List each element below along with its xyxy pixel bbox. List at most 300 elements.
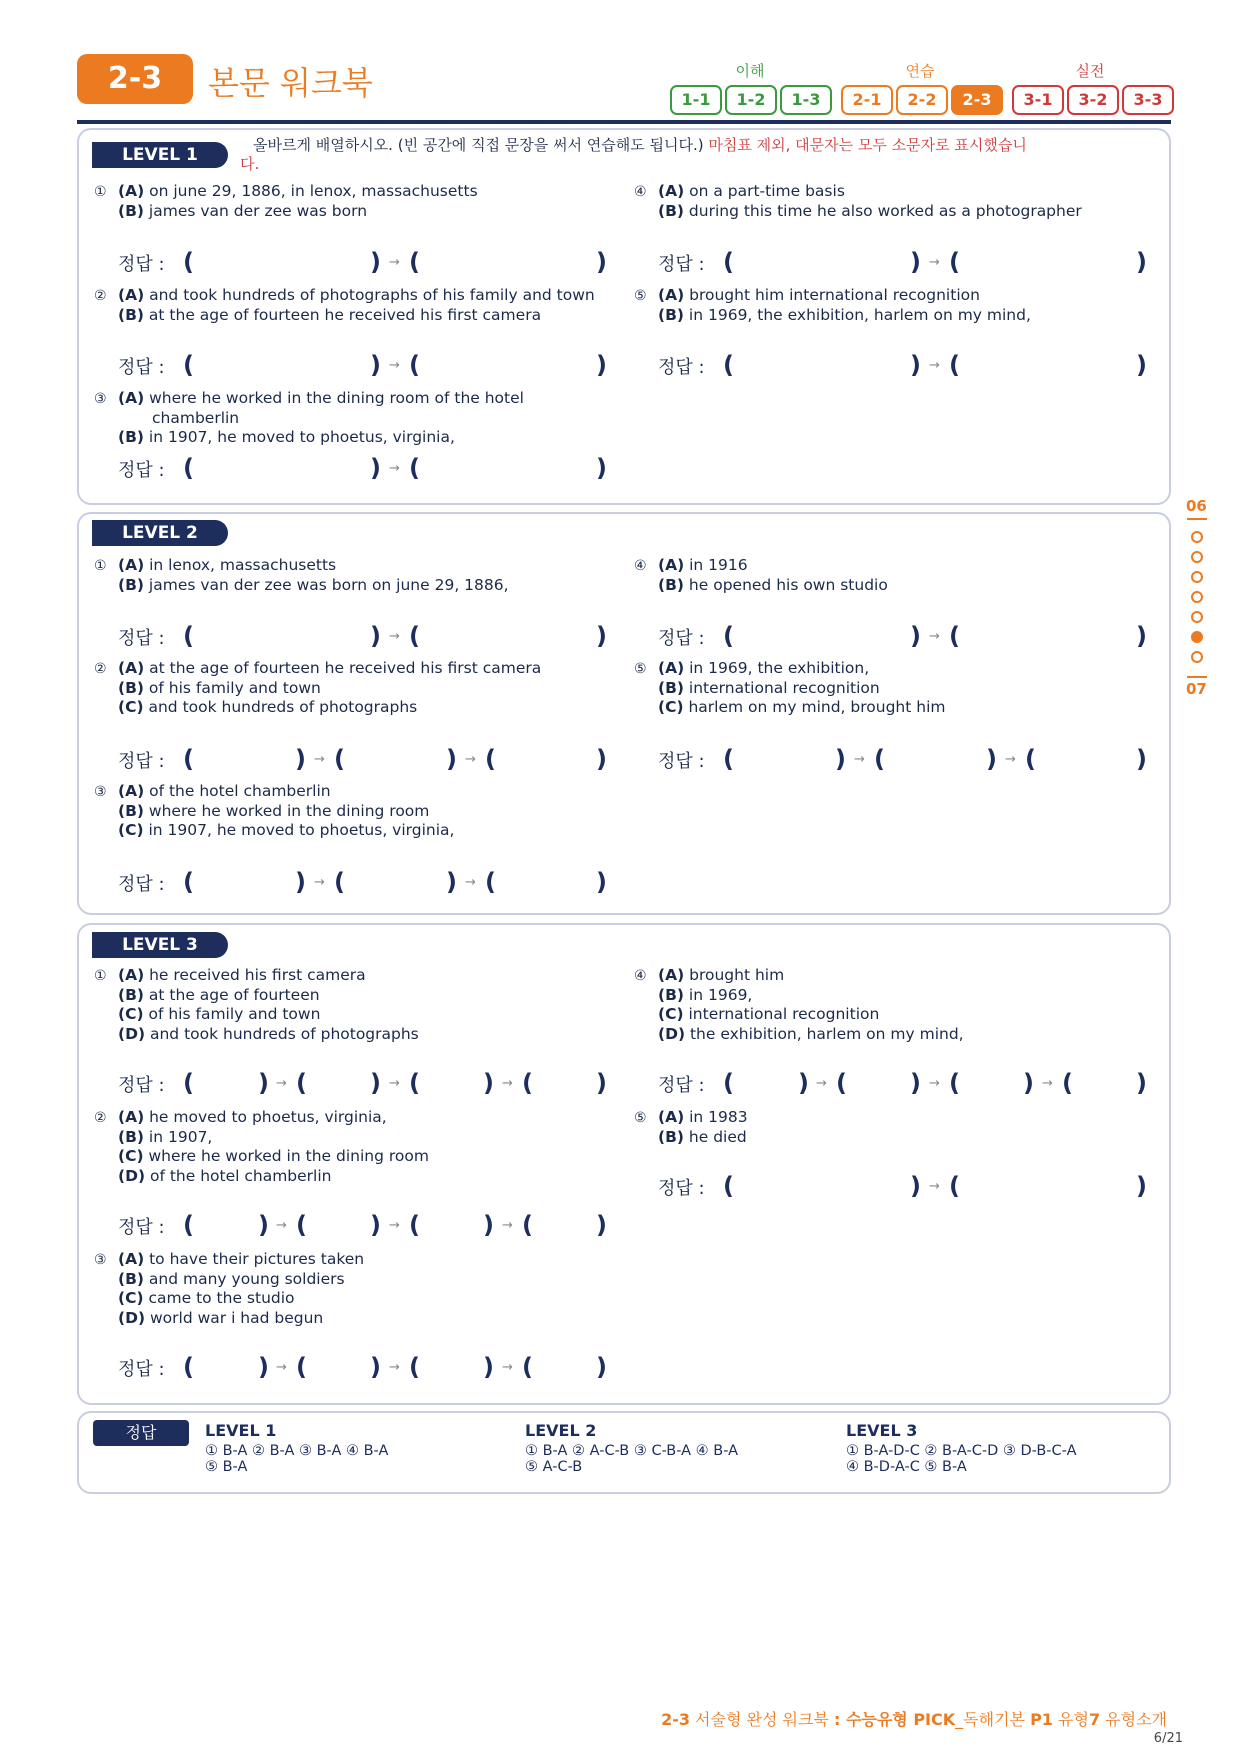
chip-2-3[interactable]: 2-3: [951, 85, 1003, 115]
choice-label: (A): [118, 286, 145, 304]
choice-line: [94, 1005, 419, 1025]
question-number: ②: [94, 288, 107, 304]
chip-2-2[interactable]: 2-2: [896, 85, 948, 115]
choice-label: (B): [658, 985, 684, 1004]
level3-question-1: [94, 966, 419, 1044]
choice-line: [94, 986, 419, 1006]
choice-label: (B): [658, 678, 684, 697]
choice-text: and many young soldiers: [148, 1269, 345, 1288]
paren-close: ): [258, 1353, 269, 1381]
level1-instruction: [240, 136, 1160, 174]
choice-label: (B): [118, 201, 144, 220]
choice-line: [94, 556, 509, 576]
question-number: ①: [94, 184, 107, 200]
choice-text: in 1969,: [688, 985, 753, 1004]
question-number: ③: [94, 784, 107, 800]
choice-label: (B): [118, 1127, 144, 1146]
choice-line: [634, 966, 964, 986]
choice-text: to have their pictures taken: [149, 1250, 365, 1268]
level2-tag: LEVEL 2: [92, 520, 228, 546]
paren-close: ): [446, 868, 457, 896]
key-line: ⑤ B-A: [205, 1459, 248, 1475]
choice-text: at the age of fourteen: [148, 985, 320, 1004]
choice-label: (D): [118, 1166, 146, 1185]
paren-open: (: [183, 1069, 194, 1097]
key-line: ① B-A ② B-A ③ B-A ④ B-A: [205, 1443, 389, 1459]
paren-open: (: [409, 622, 420, 650]
choice-line: [94, 286, 595, 306]
level2-question-5: [634, 659, 945, 718]
paren-close: ): [910, 1172, 921, 1200]
choice-line: [94, 659, 541, 679]
arrow: →: [854, 752, 865, 767]
choice-label: (C): [118, 821, 144, 839]
footer-text: _독해기본: [955, 1710, 1031, 1729]
key-level-title: LEVEL 3: [846, 1421, 918, 1440]
choice-label: (A): [658, 286, 685, 304]
answer-row-4[interactable]: [118, 1211, 608, 1241]
question-number: ④: [634, 968, 647, 984]
answer-key-tag: 정답: [93, 1420, 189, 1446]
choice-label: (A): [658, 659, 685, 677]
choice-label: (A): [658, 1108, 685, 1126]
level3-question-4: [634, 966, 964, 1044]
paren-open: (: [723, 745, 734, 773]
choice-line: [634, 286, 1031, 306]
choice-line: [94, 1128, 429, 1148]
choice-line: [634, 556, 888, 576]
paren-close: ): [596, 454, 607, 482]
choice-text: at the age of fourteen he received his first camera: [148, 305, 542, 324]
choice-line: [94, 1309, 364, 1329]
question-number: ③: [94, 1252, 107, 1268]
choice-line: [634, 576, 888, 596]
level1-question-2: [94, 286, 595, 325]
footer-text: 서술형 완성 워크북: [689, 1710, 834, 1729]
answer-row[interactable]: [118, 622, 608, 652]
paren-close: ): [370, 248, 381, 276]
arrow: →: [816, 1076, 827, 1091]
paren-close: ): [258, 1211, 269, 1239]
choice-line: [634, 1108, 748, 1128]
choice-label: (D): [658, 1024, 686, 1043]
paren-close: ): [370, 1353, 381, 1381]
instruction-note-cont: 다.: [240, 155, 260, 173]
arrow: →: [389, 255, 400, 270]
choice-line: [94, 1167, 429, 1187]
paren-open: (: [409, 1353, 420, 1381]
choice-label: (B): [658, 575, 684, 594]
choice-line-cont: [94, 409, 524, 429]
question-number: ⑤: [634, 1110, 647, 1126]
answer-label: 정답 :: [118, 1075, 165, 1096]
choice-label: (D): [118, 1308, 146, 1327]
paren-close: ): [910, 1069, 921, 1097]
answer-row[interactable]: [658, 248, 1148, 278]
side-nav-dot[interactable]: [1191, 531, 1203, 543]
arrow: →: [389, 1360, 400, 1375]
paren-close: ): [483, 1353, 494, 1381]
footer-text: 7: [1088, 1710, 1101, 1729]
choice-line: [634, 1025, 964, 1045]
choice-text: at the age of fourteen he received his first camera: [149, 659, 542, 677]
footer-text: : 수능유형 PICK: [833, 1710, 956, 1729]
choice-line: [94, 698, 541, 718]
side-nav-line: [1187, 676, 1207, 678]
choice-text: chamberlin: [152, 408, 240, 427]
arrow: →: [314, 875, 325, 890]
paren-open: (: [296, 1353, 307, 1381]
choice-text: where he worked in the dining room: [148, 801, 430, 820]
chip-1-3[interactable]: 1-3: [780, 85, 832, 115]
side-nav-dot[interactable]: [1191, 651, 1203, 663]
paren-close: ): [596, 622, 607, 650]
level3-question-2: [94, 1108, 429, 1186]
paren-close: ): [910, 351, 921, 379]
choice-label: (C): [118, 698, 144, 716]
arrow: →: [502, 1076, 513, 1091]
answer-label: 정답 :: [118, 751, 165, 772]
footer-text: 유형: [1052, 1710, 1089, 1729]
paren-close: ): [446, 745, 457, 773]
choice-label: (A): [658, 966, 685, 984]
choice-line: [94, 782, 454, 802]
answer-row[interactable]: [658, 351, 1148, 381]
choice-text: international recognition: [688, 678, 880, 697]
level2-question-2: [94, 659, 541, 718]
answer-row-4[interactable]: [118, 1353, 608, 1383]
choice-line: [94, 679, 541, 699]
choice-line: [94, 389, 524, 409]
paren-close: ): [483, 1211, 494, 1239]
arrow: →: [929, 255, 940, 270]
paren-open: (: [183, 622, 194, 650]
choice-line: [94, 306, 595, 326]
answer-label: 정답 :: [658, 1178, 705, 1199]
paren-open: (: [723, 1172, 734, 1200]
choice-text: harlem on my mind, brought him: [688, 698, 946, 716]
choice-label: (A): [118, 659, 145, 677]
paren-close: ): [295, 745, 306, 773]
level1-question-1: [94, 182, 478, 221]
paren-close: ): [798, 1069, 809, 1097]
question-number: ⑤: [634, 288, 647, 304]
arrow: →: [276, 1360, 287, 1375]
paren-open: (: [409, 1069, 420, 1097]
answer-row[interactable]: [658, 622, 1148, 652]
paren-open: (: [1025, 745, 1036, 773]
choice-label: (B): [118, 1269, 144, 1288]
choice-label: (B): [118, 678, 144, 697]
arrow: →: [389, 629, 400, 644]
chip-3-1[interactable]: 3-1: [1012, 85, 1064, 115]
question-number: ④: [634, 558, 647, 574]
choice-text: he moved to phoetus, virginia,: [149, 1108, 387, 1126]
choice-label: (C): [658, 1005, 684, 1023]
choice-text: james van der zee was born on june 29, 1886,: [148, 575, 509, 594]
level2-question-4: [634, 556, 888, 595]
choice-text: he received his first camera: [149, 966, 366, 984]
choice-line: [94, 576, 509, 596]
paren-open: (: [522, 1211, 533, 1239]
choice-text: and took hundreds of photographs: [149, 1024, 419, 1043]
footer-title: [661, 1707, 1167, 1730]
choice-label: (B): [118, 305, 144, 324]
choice-text: and took hundreds of photographs of his family and town: [149, 286, 595, 304]
key-level-title: LEVEL 2: [525, 1421, 597, 1440]
paren-close: ): [596, 248, 607, 276]
paren-close: ): [596, 745, 607, 773]
choice-line: [94, 1147, 429, 1167]
group-label-practice: 연습: [905, 62, 935, 80]
choice-text: international recognition: [688, 1005, 880, 1023]
key-level-title: LEVEL 1: [205, 1421, 277, 1440]
arrow: →: [929, 358, 940, 373]
choice-text: in 1983: [689, 1108, 748, 1126]
answer-row[interactable]: [658, 1172, 1148, 1202]
choice-label: (A): [118, 782, 145, 800]
choice-text: on june 29, 1886, in lenox, massachusetts: [149, 182, 478, 200]
choice-text: in 1969, the exhibition,: [689, 659, 870, 677]
choice-label: (A): [118, 1250, 145, 1268]
paren-close: ): [1136, 1069, 1147, 1097]
side-nav-bottom: 07: [1186, 680, 1207, 698]
answer-key-level2: [525, 1421, 738, 1475]
arrow: →: [502, 1360, 513, 1375]
paren-open: (: [183, 745, 194, 773]
chip-3-3[interactable]: 3-3: [1122, 85, 1174, 115]
paren-open: (: [183, 454, 194, 482]
paren-open: (: [949, 622, 960, 650]
answer-label: 정답 :: [118, 874, 165, 895]
side-nav-dot[interactable]: [1191, 591, 1203, 603]
chip-1-1[interactable]: 1-1: [670, 85, 722, 115]
level2-question-3: [94, 782, 454, 841]
arrow: →: [389, 461, 400, 476]
arrow: →: [465, 875, 476, 890]
answer-row-4[interactable]: [118, 1069, 608, 1099]
paren-open: (: [723, 1069, 734, 1097]
side-nav-dot[interactable]: [1191, 631, 1203, 643]
question-number: ③: [94, 391, 107, 407]
answer-label: 정답 :: [118, 357, 165, 378]
answer-row[interactable]: [118, 248, 608, 278]
paren-close: ): [295, 868, 306, 896]
paren-open: (: [485, 745, 496, 773]
choice-text: in 1907,: [148, 1127, 213, 1146]
paren-close: ): [596, 1211, 607, 1239]
choice-text: where he worked in the dining room of the hotel: [149, 389, 524, 407]
page-number: 6/21: [1153, 1731, 1183, 1746]
level1-question-4: [634, 182, 1082, 221]
chip-3-2[interactable]: 3-2: [1067, 85, 1119, 115]
answer-row[interactable]: [118, 454, 608, 484]
paren-close: ): [910, 248, 921, 276]
question-number: ①: [94, 558, 107, 574]
choice-label: (B): [658, 201, 684, 220]
answer-key-level3: [846, 1421, 1077, 1475]
choice-line: [634, 1128, 748, 1148]
paren-close: ): [596, 351, 607, 379]
choice-text: he died: [688, 1127, 747, 1146]
question-number: ①: [94, 968, 107, 984]
paren-open: (: [334, 868, 345, 896]
answer-key-level1: [205, 1421, 388, 1475]
group-label-real: 실전: [1075, 62, 1105, 80]
paren-open: (: [183, 868, 194, 896]
side-nav-dot[interactable]: [1191, 571, 1203, 583]
choice-label: (A): [118, 389, 145, 407]
level3-question-5: [634, 1108, 748, 1147]
key-line: ① B-A ② A-C-B ③ C-B-A ④ B-A: [525, 1443, 739, 1459]
choice-text: of the hotel chamberlin: [149, 1166, 332, 1185]
page-title: 본문 워크북: [208, 64, 373, 102]
level1-question-3: [94, 389, 524, 448]
choice-text: world war i had begun: [149, 1308, 324, 1327]
choice-text: and took hundreds of photographs: [148, 698, 418, 716]
choice-label: (B): [118, 575, 144, 594]
answer-label: 정답 :: [658, 1075, 705, 1096]
arrow: →: [276, 1076, 287, 1091]
choice-line: [634, 698, 945, 718]
paren-open: (: [334, 745, 345, 773]
paren-open: (: [723, 622, 734, 650]
choice-line: [94, 202, 478, 222]
choice-text: of the hotel chamberlin: [149, 782, 331, 800]
choice-label: (B): [118, 985, 144, 1004]
answer-label: 정답 :: [118, 1359, 165, 1380]
choice-label: (D): [118, 1024, 146, 1043]
choice-label: (A): [118, 556, 145, 574]
side-nav-dots: [1191, 531, 1205, 671]
paren-open: (: [409, 248, 420, 276]
paren-close: ): [1023, 1069, 1034, 1097]
side-nav-dot[interactable]: [1191, 551, 1203, 563]
choice-label: (B): [118, 801, 144, 820]
key-line: ⑤ A-C-B: [525, 1459, 583, 1475]
choice-line: [634, 679, 945, 699]
arrow: →: [929, 1076, 940, 1091]
answer-row-3[interactable]: [118, 868, 608, 898]
arrow: →: [502, 1218, 513, 1233]
choice-text: the exhibition, harlem on my mind,: [689, 1024, 964, 1043]
paren-open: (: [485, 868, 496, 896]
paren-open: (: [409, 454, 420, 482]
footer-unit: 2-3: [661, 1710, 690, 1729]
arrow: →: [929, 629, 940, 644]
paren-close: ): [910, 622, 921, 650]
choice-text: brought him international recognition: [689, 286, 980, 304]
choice-label: (B): [118, 428, 144, 446]
side-nav-line: [1187, 518, 1207, 520]
paren-open: (: [949, 1172, 960, 1200]
paren-open: (: [183, 248, 194, 276]
choice-text: where he worked in the dining room: [148, 1147, 429, 1165]
choice-line: [634, 306, 1031, 326]
choice-text: of his family and town: [148, 678, 321, 697]
choice-line: [634, 1005, 964, 1025]
paren-close: ): [1136, 1172, 1147, 1200]
choice-line: [94, 802, 454, 822]
arrow: →: [314, 752, 325, 767]
arrow: →: [276, 1218, 287, 1233]
choice-line: [94, 1250, 364, 1270]
choice-text: in lenox, massachusetts: [149, 556, 337, 574]
paren-open: (: [949, 351, 960, 379]
choice-line: [94, 966, 419, 986]
paren-open: (: [296, 1211, 307, 1239]
arrow: →: [929, 1179, 940, 1194]
answer-row-3[interactable]: [658, 745, 1148, 775]
paren-open: (: [723, 248, 734, 276]
paren-open: (: [874, 745, 885, 773]
choice-line: [634, 182, 1082, 202]
paren-close: ): [370, 454, 381, 482]
unit-badge: 2-3: [77, 54, 193, 104]
answer-row[interactable]: [118, 351, 608, 381]
answer-row-3[interactable]: [118, 745, 608, 775]
choice-line: [94, 428, 524, 448]
group-label-understand: 이해: [735, 62, 765, 80]
level3-tag: LEVEL 3: [92, 932, 228, 958]
paren-close: ): [258, 1069, 269, 1097]
answer-label: 정답 :: [118, 460, 165, 481]
paren-close: ): [370, 622, 381, 650]
choice-text: james van der zee was born: [148, 201, 368, 220]
choice-line: [94, 821, 454, 841]
choice-text: on a part-time basis: [689, 182, 845, 200]
footer-text: 유형소개: [1100, 1710, 1167, 1729]
paren-close: ): [596, 868, 607, 896]
answer-label: 정답 :: [658, 751, 705, 772]
answer-label: 정답 :: [118, 628, 165, 649]
paren-open: (: [183, 351, 194, 379]
paren-open: (: [409, 1211, 420, 1239]
choice-label: (A): [118, 182, 145, 200]
key-line: ④ B-D-A-C ⑤ B-A: [846, 1459, 967, 1475]
key-line: ① B-A-D-C ② B-A-C-D ③ D-B-C-A: [846, 1443, 1077, 1459]
choice-label: (A): [658, 182, 685, 200]
answer-label: 정답 :: [118, 254, 165, 275]
chip-2-1[interactable]: 2-1: [841, 85, 893, 115]
paren-open: (: [183, 1211, 194, 1239]
arrow: →: [1042, 1076, 1053, 1091]
answer-label: 정답 :: [658, 628, 705, 649]
answer-label: 정답 :: [658, 254, 705, 275]
paren-open: (: [949, 248, 960, 276]
side-nav-dot[interactable]: [1191, 611, 1203, 623]
paren-close: ): [370, 1211, 381, 1239]
chip-1-2[interactable]: 1-2: [725, 85, 777, 115]
arrow: →: [389, 358, 400, 373]
choice-label: (A): [118, 1108, 145, 1126]
choice-text: in 1907, he moved to phoetus, virginia,: [148, 821, 455, 839]
choice-text: of his family and town: [148, 1005, 321, 1023]
paren-close: ): [1136, 248, 1147, 276]
question-number: ⑤: [634, 661, 647, 677]
paren-open: (: [949, 1069, 960, 1097]
choice-label: (B): [658, 305, 684, 324]
question-number: ②: [94, 1110, 107, 1126]
choice-label: (B): [658, 1127, 684, 1146]
paren-close: ): [370, 351, 381, 379]
choice-label: (C): [118, 1147, 144, 1165]
instruction-main: 올바르게 배열하시오. (빈 공간에 직접 문장을 써서 연습해도 됩니다.): [253, 136, 704, 154]
answer-row-4[interactable]: [658, 1069, 1148, 1099]
choice-line: [94, 1270, 364, 1290]
choice-text: in 1916: [689, 556, 748, 574]
choice-line: [634, 986, 964, 1006]
